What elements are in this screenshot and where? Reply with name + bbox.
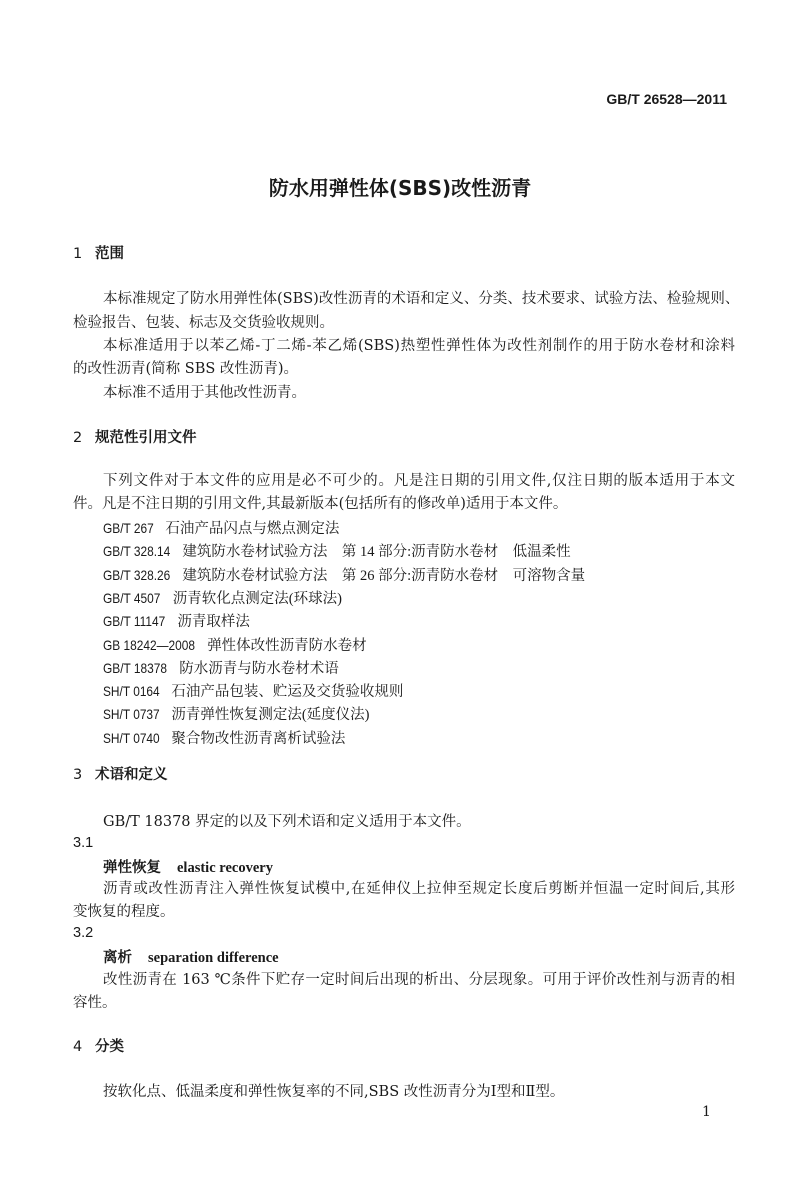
standard-code: GB/T 26528—2011 — [606, 91, 727, 107]
reference-code: GB/T 328.14 — [103, 543, 171, 560]
term-number: 3.2 — [73, 925, 94, 941]
paragraph-line: 件。凡是不注日期的引用文件,其最新版本(包括所有的修改单)适用于本文件。 — [73, 496, 568, 512]
reference-item — [103, 681, 403, 702]
reference-title: 建筑防水卷材试验方法 第 26 部分:沥青防水卷材 可溶物含量 — [182, 567, 586, 584]
paragraph-line: 按软化点、低温柔度和弹性恢复率的不同,SBS 改性沥青分为Ⅰ型和Ⅱ型。 — [103, 1084, 565, 1100]
reference-code: GB/T 4507 — [103, 589, 161, 606]
section-title: 术语和定义 — [95, 767, 168, 783]
section-title: 范围 — [95, 246, 124, 262]
paragraph-line: 本标准不适用于其他改性沥青。 — [103, 385, 306, 401]
paragraph-line: 本标准规定了防水用弹性体(SBS)改性沥青的术语和定义、分类、技术要求、试验方法、检验规则、 — [103, 291, 740, 307]
reference-item — [103, 728, 345, 749]
reference-code: GB/T 328.26 — [103, 566, 171, 583]
section-number: 4 — [73, 1039, 83, 1055]
reference-item — [103, 565, 585, 586]
section-heading-1 — [73, 244, 124, 264]
paragraph-line: 变恢复的程度。 — [73, 904, 175, 920]
reference-title: 石油产品包装、贮运及交货验收规则 — [171, 684, 404, 701]
term-zh: 离析 — [103, 949, 132, 966]
reference-title: 石油产品闪点与燃点测定法 — [165, 521, 340, 537]
reference-title: 沥青弹性恢复测定法(延度仪法) — [171, 707, 370, 724]
section-number: 3 — [73, 767, 83, 783]
reference-code: SH/T 0164 — [103, 683, 160, 700]
section-number: 2 — [73, 430, 83, 446]
reference-title: 沥青取样法 — [177, 614, 250, 631]
reference-item — [103, 541, 571, 562]
term-zh: 弹性恢复 — [103, 859, 161, 876]
reference-item — [103, 588, 342, 609]
paragraph-line: GB/T 18378 界定的以及下列术语和定义适用于本文件。 — [103, 814, 471, 830]
reference-title: 建筑防水卷材试验方法 第 14 部分:沥青防水卷材 低温柔性 — [182, 544, 571, 561]
term-number: 3.1 — [73, 835, 94, 851]
section-heading-2 — [73, 428, 197, 448]
section-number: 1 — [73, 246, 83, 262]
reference-code: GB/T 18378 — [103, 659, 167, 676]
reference-item — [103, 635, 367, 656]
section-heading-3 — [73, 765, 168, 785]
term-en: separation difference — [148, 950, 279, 966]
term-heading — [103, 856, 273, 877]
reference-item — [103, 704, 369, 725]
reference-code: GB/T 11147 — [103, 613, 166, 630]
reference-item — [103, 518, 339, 539]
reference-code: GB/T 267 — [103, 520, 154, 536]
paragraph-line: 沥青或改性沥青注入弹性恢复试模中,在延伸仪上拉伸至规定长度后剪断并恒温一定时间后,其形 — [103, 881, 735, 897]
paragraph-line: 改性沥青在 163 ℃条件下贮存一定时间后出现的析出、分层现象。可用于评价改性剂与沥青的相 — [103, 972, 735, 988]
page-title: 防水用弹性体(SBS)改性沥青 — [268, 176, 532, 200]
paragraph-line: 的改性沥青(简称 SBS 改性沥青)。 — [73, 361, 299, 377]
term-en: elastic recovery — [177, 860, 273, 876]
reference-title: 沥青软化点测定法(环球法) — [172, 590, 342, 607]
section-title: 规范性引用文件 — [95, 430, 197, 446]
section-heading-4 — [73, 1037, 124, 1057]
reference-title: 防水沥青与防水卷材术语 — [179, 660, 339, 677]
page-number: 1 — [702, 1104, 711, 1120]
reference-title: 聚合物改性沥青离析试验法 — [171, 730, 346, 747]
reference-code: GB 18242—2008 — [103, 636, 195, 653]
paragraph-line: 检验报告、包装、标志及交货验收规则。 — [73, 315, 334, 331]
reference-code: SH/T 0740 — [103, 729, 160, 746]
paragraph-line: 本标准适用于以苯乙烯-丁二烯-苯乙烯(SBS)热塑性弹性体为改性剂制作的用于防水卷材和涂料 — [103, 338, 735, 354]
paragraph-line: 容性。 — [73, 995, 117, 1011]
term-heading — [103, 946, 279, 967]
paragraph-line: 下列文件对于本文件的应用是必不可少的。凡是注日期的引用文件,仅注日期的版本适用于本文 — [103, 473, 735, 489]
reference-title: 弹性体改性沥青防水卷材 — [207, 637, 367, 654]
reference-code: SH/T 0737 — [103, 706, 160, 723]
reference-item — [103, 658, 339, 679]
reference-item — [103, 611, 250, 632]
section-title: 分类 — [95, 1039, 124, 1055]
